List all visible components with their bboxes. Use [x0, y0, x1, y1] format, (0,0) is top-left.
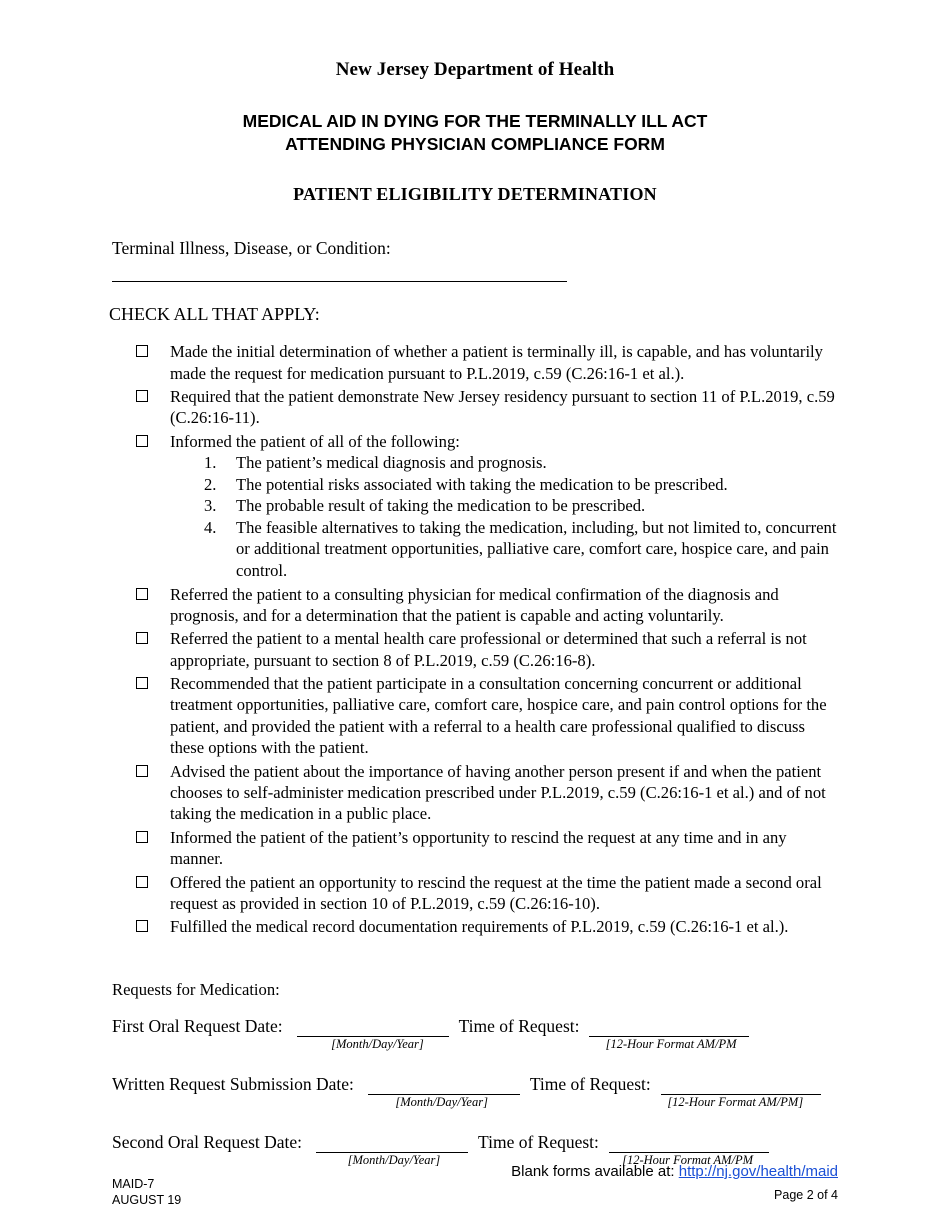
- checklist-item-label: Advised the patient about the importance of having another person present if and when the patient chooses to self-administer medication prescribed under P.L.2019, c.59 (C.26:16-1 et al.) and of not taking the medication in a public place.: [170, 761, 826, 824]
- form-identifier: [112, 1176, 181, 1209]
- second-oral-time-hint: [12-Hour Format AM/PM: [622, 1152, 754, 1167]
- checklist-item-label: Offered the patient an opportunity to rescind the request at the time the patient made a second oral request as provided in section 10 of P.L.2019, c.59 (C.26:16-10).: [170, 872, 822, 913]
- checkbox-icon[interactable]: [136, 831, 148, 843]
- second-oral-time-label: Time of Request:: [478, 1131, 599, 1152]
- sublist-item: The probable result of taking the medication to be prescribed.: [236, 496, 646, 516]
- check-all-heading: CHECK ALL THAT APPLY:: [109, 304, 320, 325]
- written-date-hint: [Month/Day/Year]: [395, 1094, 488, 1109]
- checklist-item-label: Recommended that the patient participate in a consultation concerning concurrent or additional treatment opportunities, palliative care, comfort care, hospice care, and pain control options for the patient, and provided the patient with a referral to a health care professional qualified to discuss these options with the patient.: [170, 674, 827, 758]
- department-title: New Jersey Department of Health: [335, 59, 615, 80]
- first-oral-date-hint: [Month/Day/Year]: [331, 1036, 424, 1051]
- written-request-time-input[interactable]: [661, 1074, 821, 1095]
- checklist-item-label: Referred the patient to a mental health care professional or determined that such a referral is not appropriate, pursuant to section 8 of P.L.2019, c.59 (C.26:16-8).: [170, 629, 807, 670]
- checkbox-icon[interactable]: [136, 765, 148, 777]
- checkbox-icon[interactable]: [136, 677, 148, 689]
- checklist-item-label: Made the initial determination of whether a patient is terminally ill, is capable, and has voluntarily made the request for medication pursuant to P.L.2019, c.59 (C.26:16-1 et al.).: [170, 342, 823, 383]
- checklist-item[interactable]: [112, 872, 838, 915]
- sublist-item: The potential risks associated with taking the medication to be prescribed.: [236, 474, 728, 494]
- checklist-item[interactable]: [112, 584, 838, 627]
- act-title: [112, 110, 838, 156]
- page-number: Page 2 of 4: [774, 1188, 838, 1202]
- second-oral-request-time-input[interactable]: [609, 1132, 769, 1153]
- checklist-item[interactable]: [112, 673, 838, 759]
- blank-forms-footer: [511, 1163, 838, 1180]
- checklist-item[interactable]: [112, 827, 838, 870]
- checkbox-icon[interactable]: [136, 345, 148, 357]
- section-title: PATIENT ELIGIBILITY DETERMINATION: [293, 184, 657, 205]
- checklist-item[interactable]: [112, 761, 838, 825]
- written-time-label: Time of Request:: [529, 1073, 651, 1094]
- blank-forms-link[interactable]: http://nj.gov/health/maid: [678, 1163, 838, 1180]
- blank-forms-label: Blank forms available at:: [511, 1163, 679, 1180]
- first-oral-time-label: Time of Request:: [458, 1015, 580, 1036]
- form-id: MAID-7: [112, 1176, 155, 1191]
- checklist-item-label: Informed the patient of all of the following:: [170, 431, 460, 451]
- checklist-item[interactable]: [112, 431, 838, 582]
- second-oral-date-hint: [Month/Day/Year]: [347, 1152, 441, 1167]
- request-row-written: [112, 1074, 838, 1116]
- checkbox-icon[interactable]: [136, 435, 148, 447]
- act-title-line-2: ATTENDING PHYSICIAN COMPLIANCE FORM: [285, 134, 665, 155]
- eligibility-checklist: [112, 341, 838, 938]
- first-oral-request-time-input[interactable]: [589, 1016, 749, 1037]
- terminal-illness-input[interactable]: [112, 259, 567, 282]
- second-oral-request-date-input[interactable]: [316, 1132, 468, 1153]
- first-oral-request-date-input[interactable]: [297, 1016, 449, 1037]
- checklist-item-label: Referred the patient to a consulting physician for medical confirmation of the diagnosis and prognosis, and for a determination that the patient is capable and acting voluntarily.: [170, 584, 779, 625]
- terminal-illness-label: Terminal Illness, Disease, or Condition:: [112, 238, 391, 259]
- written-request-label: Written Request Submission Date:: [112, 1073, 354, 1094]
- form-date: AUGUST 19: [112, 1192, 182, 1207]
- sublist-item: The patient’s medical diagnosis and prognosis.: [236, 453, 547, 473]
- checklist-item[interactable]: [112, 916, 838, 937]
- checkbox-icon[interactable]: [136, 390, 148, 402]
- checkbox-icon[interactable]: [136, 632, 148, 644]
- checklist-item[interactable]: [112, 386, 838, 429]
- sublist-item: The feasible alternatives to taking the medication, including, but not limited to, concurrent or additional treatment opportunities, palliative care, comfort care, hospice care, and pain control.: [236, 517, 837, 580]
- checklist-item-label: Fulfilled the medical record documentation requirements of P.L.2019, c.59 (C.26:16-1 et al.).: [170, 917, 789, 937]
- checkbox-icon[interactable]: [136, 920, 148, 932]
- written-time-hint: [12-Hour Format AM/PM]: [667, 1094, 804, 1109]
- checklist-item-label: Informed the patient of the patient’s opportunity to rescind the request at any time and in any manner.: [170, 827, 787, 869]
- checklist-item-label: Required that the patient demonstrate New Jersey residency pursuant to section 11 of P.L.2019, c.59 (C.26:16-11).: [170, 386, 835, 428]
- requests-heading: Requests for Medication:: [112, 979, 280, 999]
- act-title-line-1: MEDICAL AID IN DYING FOR THE TERMINALLY ILL ACT: [242, 111, 708, 131]
- first-oral-request-label: First Oral Request Date:: [112, 1015, 283, 1036]
- written-request-date-input[interactable]: [368, 1074, 520, 1095]
- informed-sublist: [170, 452, 838, 581]
- checkbox-icon[interactable]: [136, 876, 148, 888]
- first-oral-time-hint: [12-Hour Format AM/PM: [605, 1036, 737, 1051]
- request-row-first-oral: [112, 1016, 838, 1058]
- checkbox-icon[interactable]: [136, 588, 148, 600]
- checklist-item[interactable]: [112, 628, 838, 671]
- checklist-item[interactable]: [112, 341, 838, 384]
- second-oral-request-label: Second Oral Request Date:: [112, 1131, 303, 1152]
